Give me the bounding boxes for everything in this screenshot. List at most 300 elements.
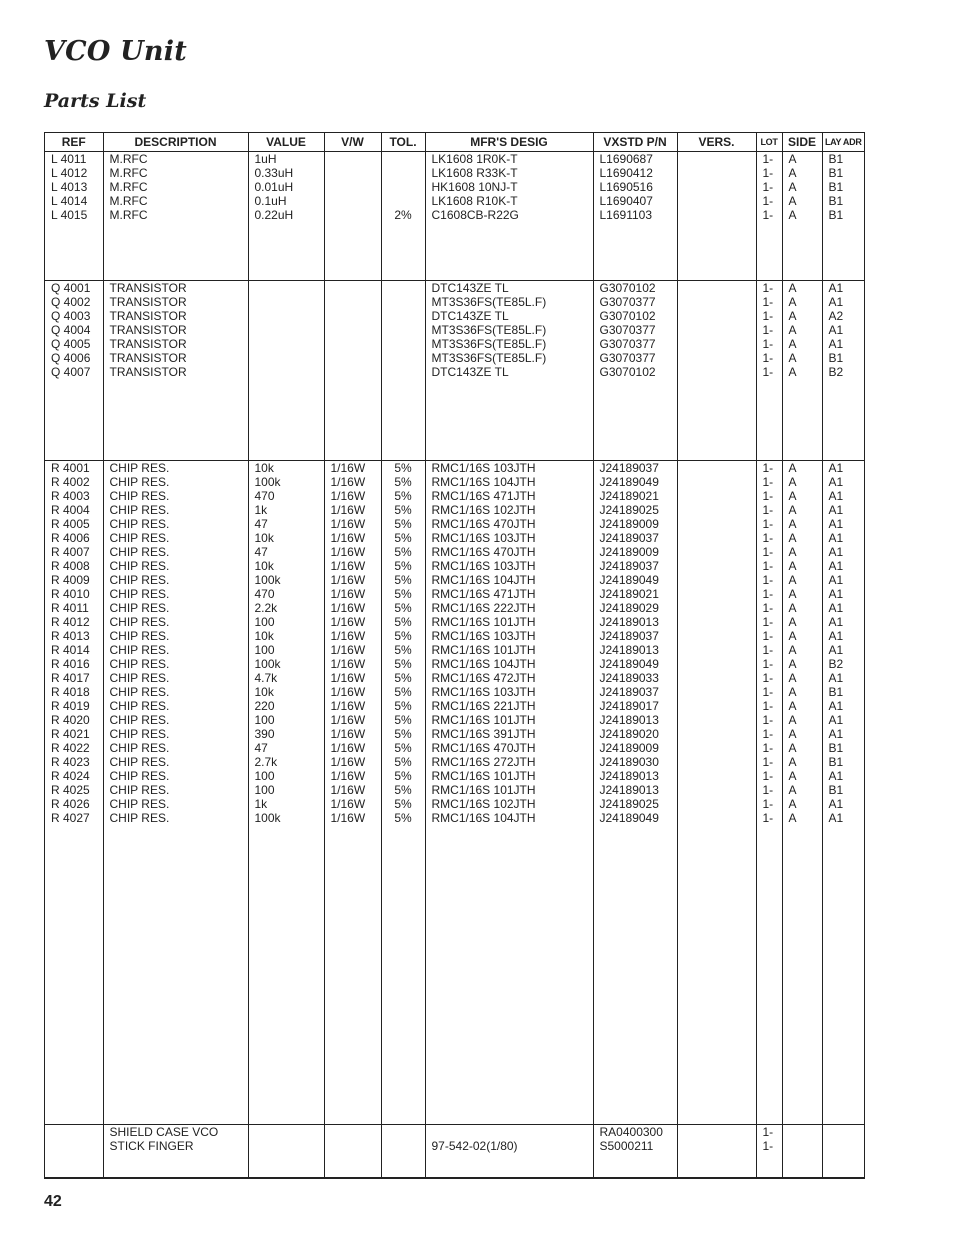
cell-lay-adr: A1: [828, 295, 844, 310]
cell-ref-column: [45, 152, 103, 281]
cell-side: A: [788, 323, 797, 338]
cell-vers: [684, 365, 756, 379]
cell-side: A: [788, 166, 797, 180]
cell-lot: 1-: [762, 1138, 774, 1153]
cell-vxstd-pn: RA0400300: [599, 1124, 663, 1139]
cell-lot: 1-: [762, 727, 774, 742]
cell-tol: [382, 365, 425, 379]
cell-tol: 5%: [394, 685, 412, 700]
cell-mfr-desig: RMC1/16S 102JTH: [431, 797, 536, 812]
cell-tol: 5%: [394, 727, 412, 742]
cell-lot: 1-: [762, 208, 774, 222]
cell-vw: [331, 194, 381, 208]
cell-mfr-desig: C1608CB-R22G: [431, 208, 519, 222]
cell-vxstd-pn: J24189009: [599, 517, 659, 532]
cell-description: M.RFC: [109, 152, 148, 166]
cell-tol: 5%: [394, 489, 412, 504]
cell-description: CHIP RES.: [109, 797, 170, 812]
cell-ref: R 4016: [51, 657, 90, 672]
cell-vxstd-pn: J24189013: [599, 783, 659, 798]
cell-lay-adr: [829, 1125, 865, 1139]
cell-vxstd-pn: J24189025: [599, 503, 659, 518]
cell-mfr-desig: RMC1/16S 101JTH: [431, 643, 536, 658]
cell-ref: R 4026: [51, 797, 90, 812]
cell-vers: [684, 811, 756, 825]
empty-cell-side: [782, 1177, 822, 1178]
cell-value: [255, 281, 324, 295]
cell-ref: R 4027: [51, 811, 90, 826]
cell-lay-adr: A1: [828, 281, 844, 296]
cell-description-column: [103, 281, 248, 461]
cell-description: STICK FINGER: [109, 1138, 194, 1153]
cell-mfr-desig: RMC1/16S 221JTH: [431, 699, 536, 714]
page-title: VCO Unit: [44, 36, 187, 67]
cell-vers: [684, 713, 756, 727]
cell-vw: [331, 323, 381, 337]
cell-ref: R 4024: [51, 769, 90, 784]
header-ref: REF: [45, 133, 103, 152]
cell-lay-adr: B1: [828, 152, 844, 166]
cell-side: A: [788, 351, 797, 366]
header-lay-adr: LAY ADR: [822, 133, 864, 152]
cell-vers: [684, 503, 756, 517]
cell-ref: R 4021: [51, 727, 90, 742]
cell-value: 100: [254, 769, 275, 784]
cell-lot: 1-: [762, 323, 774, 338]
cell-lay-adr: B1: [828, 685, 844, 700]
cell-vw: [331, 208, 381, 222]
cell-lay-adr: A1: [828, 475, 844, 490]
cell-value: 100: [254, 643, 275, 658]
cell-value: 10k: [254, 685, 274, 700]
cell-vers: [684, 531, 756, 545]
cell-vxstd-pn: G3070102: [599, 365, 656, 380]
cell-vxstd-pn: L1690412: [599, 166, 653, 180]
cell-vers: [684, 337, 756, 351]
cell-lay-adr: A1: [828, 699, 844, 714]
cell-tol: [382, 323, 425, 337]
cell-mfr-desig: RMC1/16S 102JTH: [431, 503, 536, 518]
cell-lot: 1-: [762, 629, 774, 644]
cell-ref: R 4004: [51, 503, 90, 518]
cell-vxstd-pn: J24189009: [599, 741, 659, 756]
cell-value: 2.7k: [254, 755, 278, 770]
cell-ref: R 4002: [51, 475, 90, 490]
cell-tol: [382, 295, 425, 309]
empty-cell-value: [248, 1177, 324, 1178]
cell-vw: 1/16W: [330, 461, 366, 476]
cell-vw: 1/16W: [330, 699, 366, 714]
cell-value: 100k: [254, 657, 281, 672]
table-body: [45, 152, 864, 1179]
cell-side: A: [788, 180, 797, 194]
cell-lot: 1-: [762, 573, 774, 588]
cell-value: [255, 1139, 324, 1153]
cell-vxstd-pn: J24189013: [599, 643, 659, 658]
cell-description: CHIP RES.: [109, 461, 170, 476]
cell-lot: 1-: [762, 769, 774, 784]
cell-lay-adr: A1: [828, 643, 844, 658]
cell-mfr-desig: MT3S36FS(TE85L.F): [431, 337, 547, 352]
header-value: VALUE: [248, 133, 324, 152]
cell-vxstd-pn: G3070102: [599, 281, 656, 296]
cell-vers: [684, 351, 756, 365]
cell-lot: 1-: [762, 531, 774, 546]
cell-mfr-desig: RMC1/16S 272JTH: [431, 755, 536, 770]
cell-side: A: [788, 517, 797, 532]
cell-side: A: [788, 601, 797, 616]
parts-group: [45, 461, 864, 1125]
cell-description: CHIP RES.: [109, 517, 170, 532]
cell-lot-column: [756, 281, 782, 461]
cell-vw: 1/16W: [330, 797, 366, 812]
cell-vxstd-pn: J24189033: [599, 671, 659, 686]
cell-vxstd-pn: G3070377: [599, 323, 656, 338]
cell-lot: 1-: [762, 755, 774, 770]
cell-lay-adr: A1: [828, 713, 844, 728]
section-title: Parts List: [44, 90, 147, 112]
cell-value: 47: [254, 517, 268, 532]
cell-vw: [331, 309, 381, 323]
cell-value: 100: [254, 713, 275, 728]
cell-lay-adr: B1: [828, 783, 844, 798]
cell-lay-adr: A1: [828, 587, 844, 602]
cell-tol: [382, 166, 425, 180]
cell-lay-adr: B1: [828, 180, 844, 194]
cell-lay-adr: A1: [828, 461, 844, 476]
cell-vxstd-pn: L1690516: [599, 180, 653, 194]
cell-side: A: [788, 615, 797, 630]
cell-tol: 5%: [394, 797, 412, 812]
cell-vers: [684, 783, 756, 797]
cell-value: 1k: [254, 503, 268, 518]
cell-side: A: [788, 545, 797, 560]
empty-cell-ref: [45, 1177, 103, 1178]
cell-vw-column: [324, 152, 381, 281]
cell-vw: 1/16W: [330, 587, 366, 602]
cell-vers: [684, 629, 756, 643]
cell-vers: [684, 194, 756, 208]
header-lot: LOT: [756, 133, 782, 152]
cell-tol: 5%: [394, 699, 412, 714]
cell-side: A: [788, 503, 797, 518]
cell-lot: 1-: [762, 657, 774, 672]
cell-vw: 1/16W: [330, 727, 366, 742]
cell-vxstd-pn: J24189020: [599, 727, 659, 742]
cell-description: CHIP RES.: [109, 601, 170, 616]
cell-vers-column: [677, 281, 756, 461]
cell-vxstd-pn: J24189049: [599, 811, 659, 826]
empty-cell-description: [103, 1177, 248, 1178]
cell-ref: R 4019: [51, 699, 90, 714]
cell-lay-adr: B1: [828, 208, 844, 222]
cell-tol: 5%: [394, 657, 412, 672]
cell-mfr-desig: RMC1/16S 103JTH: [431, 559, 536, 574]
cell-lot: 1-: [762, 194, 774, 208]
cell-ref: R 4020: [51, 713, 90, 728]
cell-side: A: [788, 713, 797, 728]
cell-lot: 1-: [762, 685, 774, 700]
cell-tol-column: [381, 152, 425, 281]
cell-value: 100k: [254, 573, 281, 588]
cell-mfr-desig: RMC1/16S 470JTH: [431, 741, 536, 756]
cell-vw: 1/16W: [330, 755, 366, 770]
cell-lot: 1-: [762, 545, 774, 560]
cell-value: 2.2k: [254, 601, 278, 616]
cell-value: 47: [254, 741, 268, 756]
cell-vers: [684, 180, 756, 194]
cell-value-column: [248, 461, 324, 1125]
cell-value: 0.33uH: [254, 166, 294, 180]
cell-vw: 1/16W: [330, 559, 366, 574]
cell-tol: [382, 337, 425, 351]
cell-vers: [684, 615, 756, 629]
cell-mfr-desig: DTC143ZE TL: [431, 309, 509, 324]
cell-vxstd-pn: L1690687: [599, 152, 653, 166]
cell-ref-column: [45, 281, 103, 461]
cell-vw: 1/16W: [330, 503, 366, 518]
parts-group: [45, 152, 864, 281]
cell-value: [255, 351, 324, 365]
cell-vers: [684, 309, 756, 323]
cell-side-column: [782, 461, 822, 1125]
cell-description: CHIP RES.: [109, 727, 170, 742]
cell-description: M.RFC: [109, 180, 148, 194]
cell-vers: [684, 1139, 756, 1153]
cell-lay-adr: B1: [828, 755, 844, 770]
cell-description: TRANSISTOR: [109, 295, 187, 310]
cell-description: CHIP RES.: [109, 741, 170, 756]
cell-ref: R 4001: [51, 461, 90, 476]
cell-lay-adr: A1: [828, 337, 844, 352]
cell-mfr-desig: RMC1/16S 101JTH: [431, 783, 536, 798]
cell-value: 0.01uH: [254, 180, 294, 194]
cell-vers: [684, 797, 756, 811]
cell-tol: 5%: [394, 811, 412, 826]
header-vxstd-pn: VXSTD P/N: [593, 133, 677, 152]
cell-value: 10k: [254, 461, 274, 476]
cell-vers: [684, 152, 756, 166]
cell-mfr-desig: RMC1/16S 470JTH: [431, 517, 536, 532]
cell-vers: [684, 475, 756, 489]
cell-vw: 1/16W: [330, 601, 366, 616]
cell-lay-adr: B1: [828, 194, 844, 208]
cell-vw: [331, 1139, 381, 1153]
cell-description: SHIELD CASE VCO: [109, 1124, 219, 1139]
cell-value: [255, 365, 324, 379]
cell-side: A: [788, 461, 797, 476]
cell-tol: 5%: [394, 461, 412, 476]
cell-description: CHIP RES.: [109, 657, 170, 672]
cell-side: A: [788, 769, 797, 784]
cell-mfr-desig: RMC1/16S 103JTH: [431, 531, 536, 546]
cell-tol: 5%: [394, 741, 412, 756]
cell-ref: R 4011: [51, 601, 89, 616]
cell-side: A: [788, 309, 797, 324]
cell-vers: [684, 657, 756, 671]
cell-vers: [684, 573, 756, 587]
cell-ref: R 4018: [51, 685, 90, 700]
cell-mfr-desig: RMC1/16S 103JTH: [431, 461, 536, 476]
cell-ref: R 4007: [51, 545, 90, 560]
cell-vw: [331, 295, 381, 309]
cell-tol-column: [381, 1124, 425, 1177]
cell-vw: 1/16W: [330, 657, 366, 672]
cell-side: A: [788, 811, 797, 826]
cell-vxstd-pn: J24189017: [599, 699, 659, 714]
empty-cell-vxstd-pn: [593, 1177, 677, 1178]
cell-vers: [684, 769, 756, 783]
cell-lot: 1-: [762, 489, 774, 504]
cell-ref: R 4003: [51, 489, 90, 504]
cell-lay-adr: B2: [828, 365, 844, 380]
cell-vxstd-pn: J24189037: [599, 629, 659, 644]
cell-description: TRANSISTOR: [109, 323, 187, 338]
cell-vers: [684, 295, 756, 309]
cell-lay-adr: B1: [828, 741, 844, 756]
cell-side: A: [788, 699, 797, 714]
cell-lay-adr: B1: [828, 351, 844, 366]
cell-value: 1k: [254, 797, 268, 812]
cell-side: A: [788, 531, 797, 546]
cell-lot: 1-: [762, 559, 774, 574]
cell-lay-adr: A1: [828, 671, 844, 686]
cell-tol: 5%: [394, 573, 412, 588]
cell-ref: Q 4003: [51, 309, 91, 324]
cell-lot: 1-: [762, 699, 774, 714]
cell-lot: 1-: [762, 797, 774, 812]
cell-ref: R 4013: [51, 629, 90, 644]
cell-description: TRANSISTOR: [109, 351, 187, 366]
header-description: DESCRIPTION: [103, 133, 248, 152]
cell-description: CHIP RES.: [109, 545, 170, 560]
cell-vers: [684, 166, 756, 180]
cell-vw: [331, 1125, 381, 1139]
cell-vw: 1/16W: [330, 713, 366, 728]
cell-description-column: [103, 461, 248, 1125]
cell-value: 470: [254, 587, 275, 602]
table-header-row: [45, 133, 864, 152]
cell-vers-column: [677, 152, 756, 281]
cell-mfr-desig: RMC1/16S 472JTH: [431, 671, 536, 686]
cell-mfr-desig: RMC1/16S 103JTH: [431, 629, 536, 644]
cell-value: 10k: [254, 559, 274, 574]
cell-tol: 5%: [394, 755, 412, 770]
cell-mfr-desig: RMC1/16S 101JTH: [431, 615, 536, 630]
cell-side: [789, 1139, 822, 1153]
cell-vw: [331, 337, 381, 351]
cell-description: TRANSISTOR: [109, 337, 187, 352]
cell-mfr-desig: RMC1/16S 104JTH: [431, 475, 536, 490]
cell-vw: 1/16W: [330, 643, 366, 658]
cell-side-column: [782, 1124, 822, 1177]
cell-mfr-desig: MT3S36FS(TE85L.F): [431, 351, 547, 366]
cell-value: 47: [254, 545, 268, 560]
cell-mfr-desig: RMC1/16S 103JTH: [431, 685, 536, 700]
cell-mfr-desig: RMC1/16S 391JTH: [431, 727, 536, 742]
cell-description: CHIP RES.: [109, 713, 170, 728]
cell-vxstd-pn: J24189037: [599, 461, 659, 476]
cell-value: 100: [254, 615, 275, 630]
cell-value: 100k: [254, 811, 281, 826]
cell-vxstd-pn: J24189049: [599, 573, 659, 588]
cell-vw: 1/16W: [330, 545, 366, 560]
cell-ref: R 4023: [51, 755, 90, 770]
cell-lot: 1-: [762, 783, 774, 798]
cell-value: 0.1uH: [254, 194, 287, 208]
cell-tol: 5%: [394, 517, 412, 532]
cell-description: TRANSISTOR: [109, 309, 187, 324]
cell-tol: [382, 281, 425, 295]
cell-value: [255, 337, 324, 351]
cell-lot: 1-: [762, 503, 774, 518]
cell-vers: [684, 643, 756, 657]
cell-side: A: [788, 489, 797, 504]
cell-side: A: [788, 208, 797, 222]
cell-side: A: [788, 755, 797, 770]
cell-lot: 1-: [762, 741, 774, 756]
cell-vers: [684, 685, 756, 699]
cell-side: A: [788, 643, 797, 658]
cell-vers: [684, 1125, 756, 1139]
empty-cell-lay-adr: [822, 1177, 864, 1178]
cell-side: A: [788, 573, 797, 588]
cell-tol: 5%: [394, 601, 412, 616]
cell-vxstd-pn: G3070377: [599, 337, 656, 352]
cell-lay-adr: A1: [828, 323, 844, 338]
cell-tol: 5%: [394, 559, 412, 574]
cell-tol: 5%: [394, 671, 412, 686]
cell-lot: 1-: [762, 713, 774, 728]
cell-side-column: [782, 152, 822, 281]
cell-lot-column: [756, 461, 782, 1125]
cell-lay-adr: B2: [828, 657, 844, 672]
cell-description: M.RFC: [109, 194, 148, 208]
cell-description: CHIP RES.: [109, 573, 170, 588]
cell-tol: 5%: [394, 545, 412, 560]
cell-mfr-desig: DTC143ZE TL: [431, 281, 509, 296]
cell-vers: [684, 489, 756, 503]
cell-mfr-desig: RMC1/16S 104JTH: [431, 657, 536, 672]
cell-lot: 1-: [762, 601, 774, 616]
cell-ref: Q 4006: [51, 351, 91, 366]
empty-cell-lot: [756, 1177, 782, 1178]
cell-lot-column: [756, 152, 782, 281]
cell-vw: 1/16W: [330, 517, 366, 532]
cell-lot: 1-: [762, 615, 774, 630]
cell-side: A: [788, 727, 797, 742]
page-number: 42: [44, 1193, 62, 1210]
cell-side: A: [788, 559, 797, 574]
cell-value: 100k: [254, 475, 281, 490]
cell-vw: [331, 180, 381, 194]
cell-mfr-desig-column: [425, 281, 593, 461]
cell-lay-adr-column: [822, 1124, 864, 1177]
cell-vxstd-pn-column: [593, 461, 677, 1125]
cell-lot: 1-: [762, 309, 774, 324]
cell-value: 470: [254, 489, 275, 504]
cell-mfr-desig: 97-542-02(1/80): [431, 1138, 518, 1153]
cell-description: TRANSISTOR: [109, 281, 187, 296]
cell-vw: 1/16W: [330, 685, 366, 700]
cell-lot-column: [756, 1124, 782, 1177]
cell-lay-adr: A1: [828, 629, 844, 644]
cell-description-column: [103, 1124, 248, 1177]
cell-mfr-desig: RMC1/16S 101JTH: [431, 769, 536, 784]
cell-vw-column: [324, 461, 381, 1125]
cell-side: A: [788, 629, 797, 644]
cell-lay-adr: B1: [828, 166, 844, 180]
